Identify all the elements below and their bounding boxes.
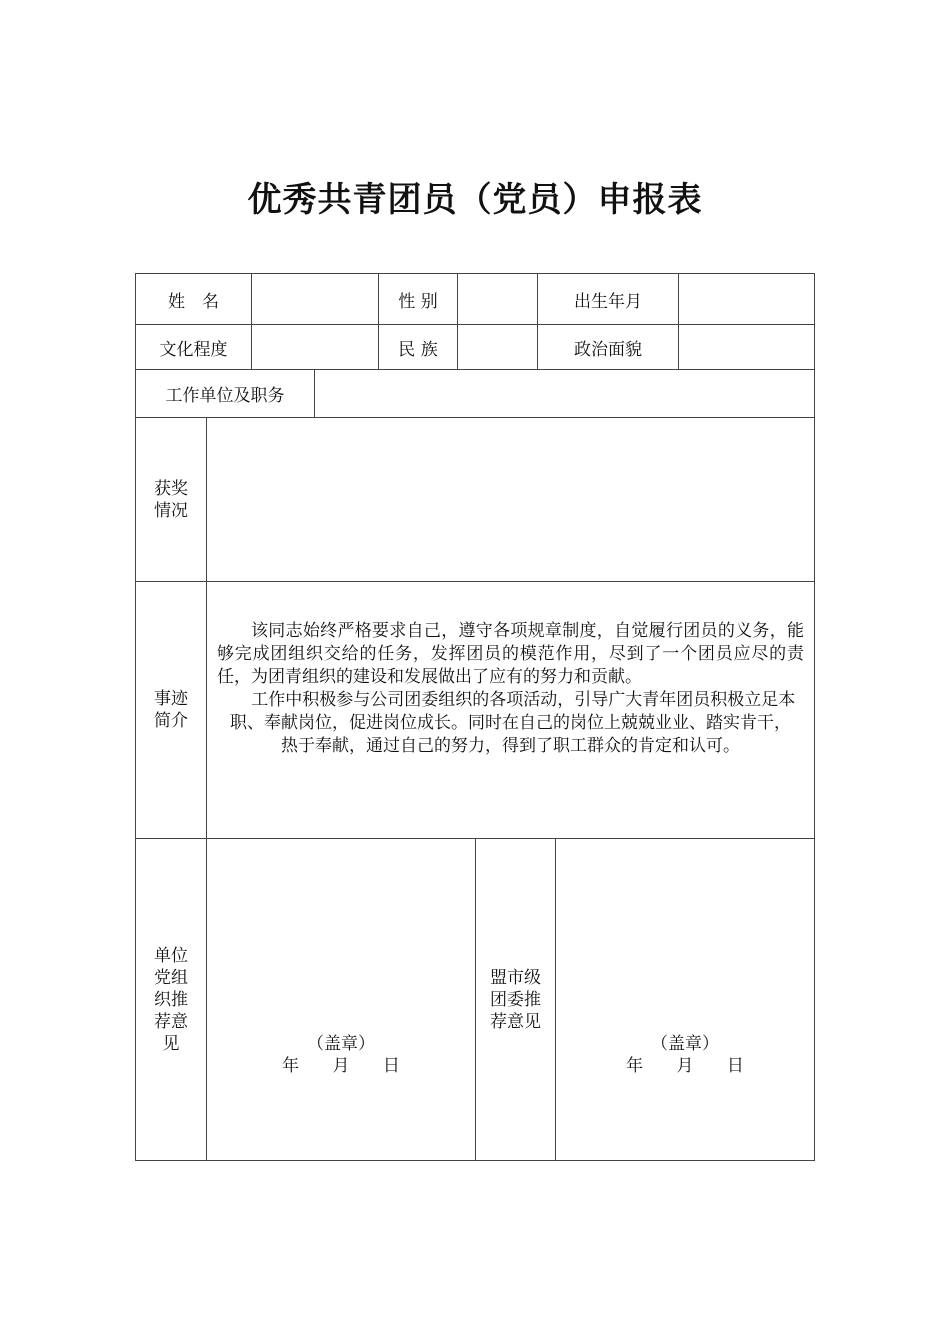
gender-field[interactable] (457, 273, 538, 325)
workplace-label: 工作单位及职务 (135, 369, 315, 418)
education-field[interactable] (251, 324, 379, 370)
city-day-text: 日 (726, 1056, 744, 1076)
city-opinion-field[interactable] (555, 838, 815, 1161)
deeds-paragraph-1: 该同志始终严格要求自己，遵守各项规章制度，自觉履行团员的义务，能够完成团组织交给的任务，发挥团员的模范作用，尽到了一个团员应尽的责任，为团青组织的建设和发展做出了应有的努力和贡献。 (217, 621, 804, 687)
name-field[interactable] (251, 273, 379, 325)
deeds-label-cell (135, 581, 207, 839)
city-month-text: 月 (676, 1056, 694, 1076)
birth-field[interactable] (678, 273, 815, 325)
workplace-field[interactable] (314, 369, 815, 418)
unit-date-line (206, 1055, 476, 1077)
unit-month-text: 月 (332, 1056, 350, 1076)
political-status-field[interactable] (678, 324, 815, 370)
unit-seal-block (206, 1033, 476, 1077)
unit-year-text: 年 (282, 1056, 300, 1076)
name-label: 姓 名 (135, 273, 252, 325)
awards-label: 获奖情况 (154, 478, 188, 521)
city-opinion-label-cell (475, 838, 556, 1161)
unit-stamp-text: （盖章） (307, 1034, 375, 1054)
education-label: 文化程度 (135, 324, 252, 370)
city-opinion-label: 盟市级团委推荐意见 (490, 967, 541, 1032)
gender-label: 性 别 (378, 273, 458, 325)
awards-field[interactable] (206, 417, 815, 582)
city-year-text: 年 (626, 1056, 644, 1076)
political-status-label: 政治面貌 (537, 324, 679, 370)
unit-opinion-label-cell (135, 838, 207, 1161)
city-seal-block (555, 1033, 815, 1077)
city-stamp-text: （盖章） (651, 1034, 719, 1054)
unit-opinion-field[interactable] (206, 838, 476, 1161)
birth-label: 出生年月 (537, 273, 679, 325)
page-title: 优秀共青团员（党员）申报表 (247, 180, 703, 220)
unit-opinion-label: 单位党组织推荐意见 (154, 945, 188, 1054)
ethnicity-label: 民 族 (378, 324, 458, 370)
unit-day-text: 日 (382, 1056, 400, 1076)
awards-label-cell (135, 417, 207, 582)
deeds-paragraph-2: 工作中积极参与公司团委组织的各项活动，引导广大青年团员积极立足本职、奉献岗位，促进岗位成长。同时在自己的岗位上兢兢业业、踏实肯干，热于奉献，通过自己的努力，得到了职工群众的肯定和认可。 (230, 690, 796, 756)
deeds-label: 事迹简介 (154, 689, 188, 731)
city-date-line (555, 1055, 815, 1077)
deeds-content (206, 581, 815, 839)
ethnicity-field[interactable] (457, 324, 538, 370)
